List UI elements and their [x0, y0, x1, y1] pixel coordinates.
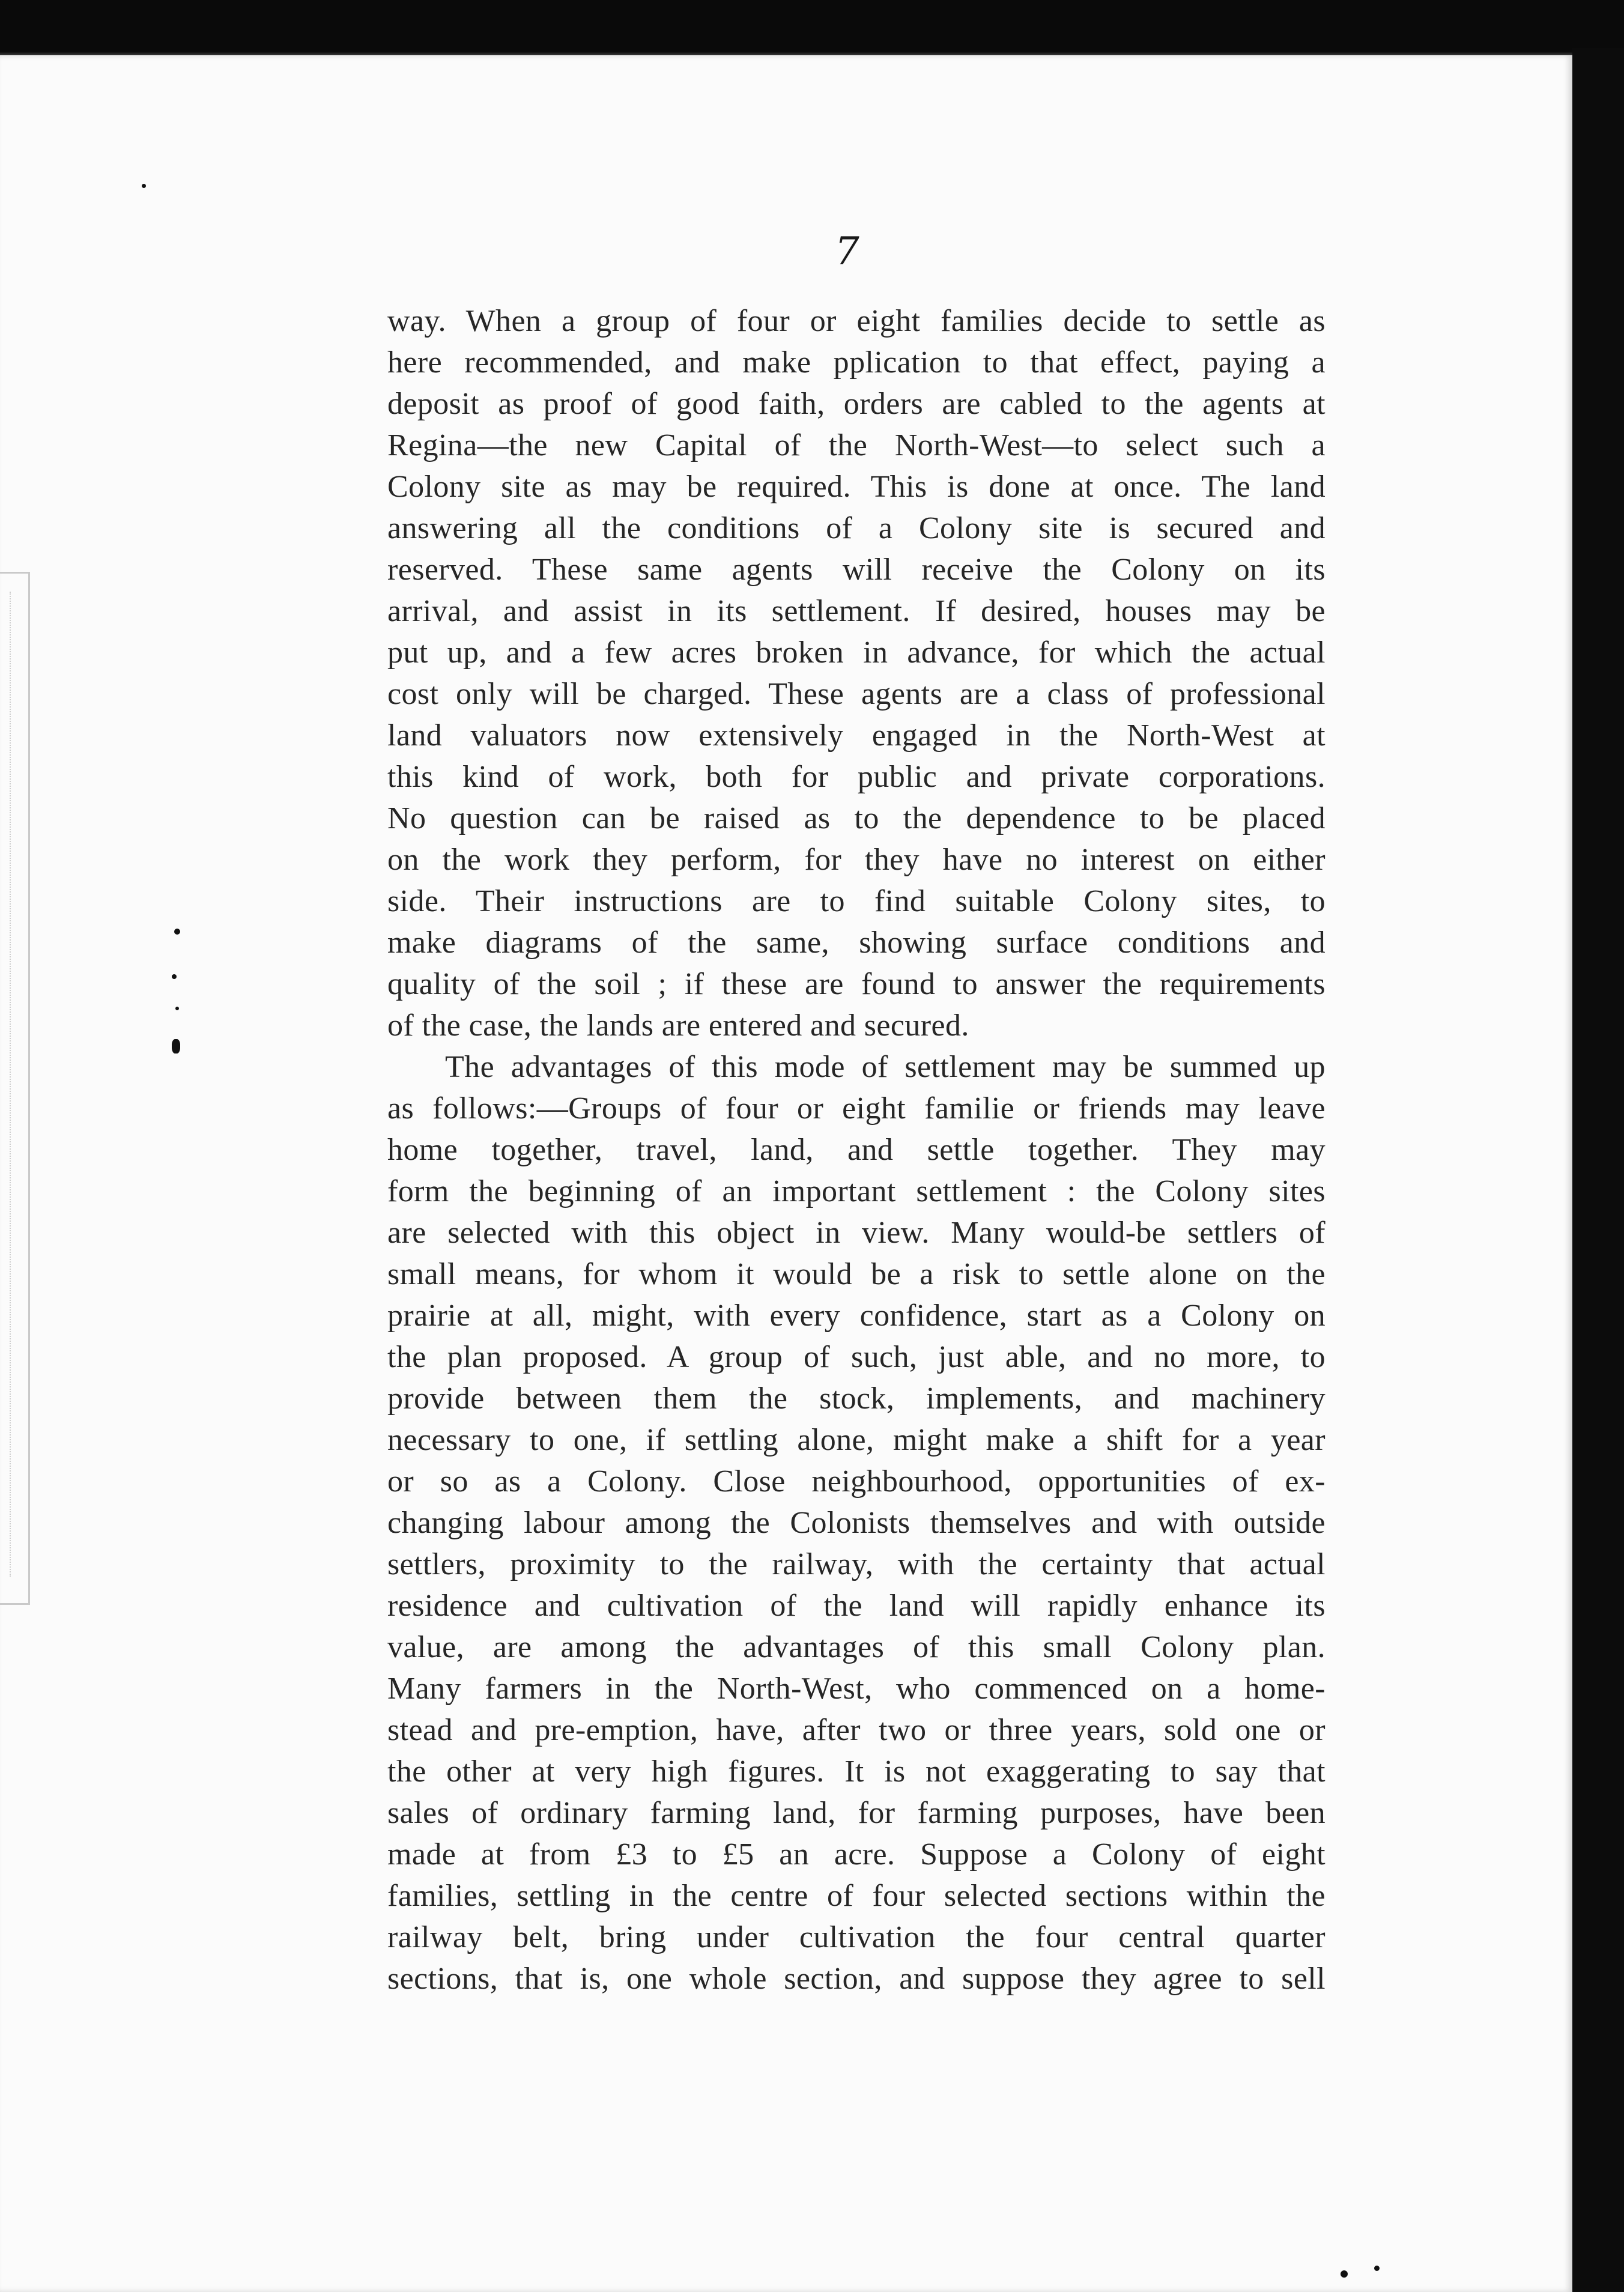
ink-speck [1374, 2266, 1380, 2271]
text-line: as follows:—Groups of four or eight familie or friends may leave [387, 1091, 1326, 1126]
text-line: here recommended, and make pplication to that effect, paying a [387, 345, 1326, 380]
page-number: 7 [835, 229, 859, 274]
text-line: on the work they perform, for they have no interest on either [387, 843, 1326, 877]
text-line: changing labour among the Colonists themselves and with outside [387, 1506, 1326, 1540]
dark-scan-border-right [1572, 48, 1624, 2292]
text-line: Colony site as may be required. This is done at once. The land [387, 470, 1326, 504]
text-line: Regina—the new Capital of the North-West—to select such a [387, 428, 1326, 462]
text-line: No question can be raised as to the dependence to be placed [387, 801, 1326, 835]
ink-speck [172, 974, 177, 979]
text-line: home together, travel, land, and settle together. They may [387, 1133, 1326, 1167]
dark-scan-border-top [0, 0, 1624, 60]
ink-speck [1341, 2270, 1348, 2278]
text-line: families, settling in the centre of four selected sections within the [387, 1879, 1326, 1913]
left-margin-fold-mark [0, 572, 30, 1605]
text-line: stead and pre-emption, have, after two or three years, sold one or [387, 1713, 1326, 1747]
text-line: prairie at all, might, with every confidence, start as a Colony on [387, 1299, 1326, 1333]
text-line: residence and cultivation of the land will rapidly enhance its [387, 1589, 1326, 1623]
text-line: this kind of work, both for public and private corporations. [387, 760, 1326, 794]
text-line: of the case, the lands are entered and secured. [387, 1008, 969, 1043]
text-line: put up, and a few acres broken in advance, for which the actual [387, 635, 1326, 670]
body-text [387, 300, 1326, 1999]
text-line: way. When a group of four or eight families decide to settle as [387, 304, 1326, 338]
text-line: provide between them the stock, implements, and machinery [387, 1381, 1326, 1416]
text-line: made at from £3 to £5 an acre. Suppose a Colony of eight [387, 1837, 1326, 1872]
ink-speck [142, 184, 146, 188]
text-line: or so as a Colony. Close neighbourhood, opportunities of ex- [387, 1464, 1326, 1499]
text-line: make diagrams of the same, showing surface conditions and [387, 926, 1326, 960]
ink-speck [172, 1039, 180, 1054]
text-line: small means, for whom it would be a risk to settle alone on the [387, 1257, 1326, 1291]
text-line: Many farmers in the North-West, who commenced on a home- [387, 1672, 1326, 1706]
ink-speck [175, 1007, 179, 1010]
text-line: necessary to one, if settling alone, might make a shift for a year [387, 1423, 1326, 1457]
text-line: answering all the conditions of a Colony site is secured and [387, 511, 1326, 545]
text-line: quality of the soil ; if these are found to answer the requirements [387, 967, 1326, 1001]
text-line: side. Their instructions are to find suitable Colony sites, to [387, 884, 1326, 918]
text-line: form the beginning of an important settlement : the Colony sites [387, 1174, 1326, 1208]
text-line: land valuators now extensively engaged in the North-West at [387, 718, 1326, 753]
text-line: sales of ordinary farming land, for farming purposes, have been [387, 1796, 1326, 1830]
text-line: railway belt, bring under cultivation the four central quarter [387, 1920, 1326, 1954]
text-line: arrival, and assist in its settlement. If desired, houses may be [387, 594, 1326, 628]
text-line: The advantages of this mode of settlement may be summed up [445, 1050, 1326, 1084]
text-line: value, are among the advantages of this small Colony plan. [387, 1630, 1326, 1664]
text-line: settlers, proximity to the railway, with the certainty that actual [387, 1547, 1326, 1581]
text-line: deposit as proof of good faith, orders are cabled to the agents at [387, 387, 1326, 421]
text-line: reserved. These same agents will receive the Colony on its [387, 553, 1326, 587]
text-line: cost only will be charged. These agents are a class of professional [387, 677, 1326, 711]
text-line: the other at very high figures. It is not exaggerating to say that [387, 1754, 1326, 1789]
ink-speck [174, 929, 180, 935]
text-line: are selected with this object in view. Many would-be settlers of [387, 1216, 1326, 1250]
text-line: the plan proposed. A group of such, just able, and no more, to [387, 1340, 1326, 1374]
text-line: sections, that is, one whole section, and suppose they agree to sell [387, 1962, 1326, 1996]
